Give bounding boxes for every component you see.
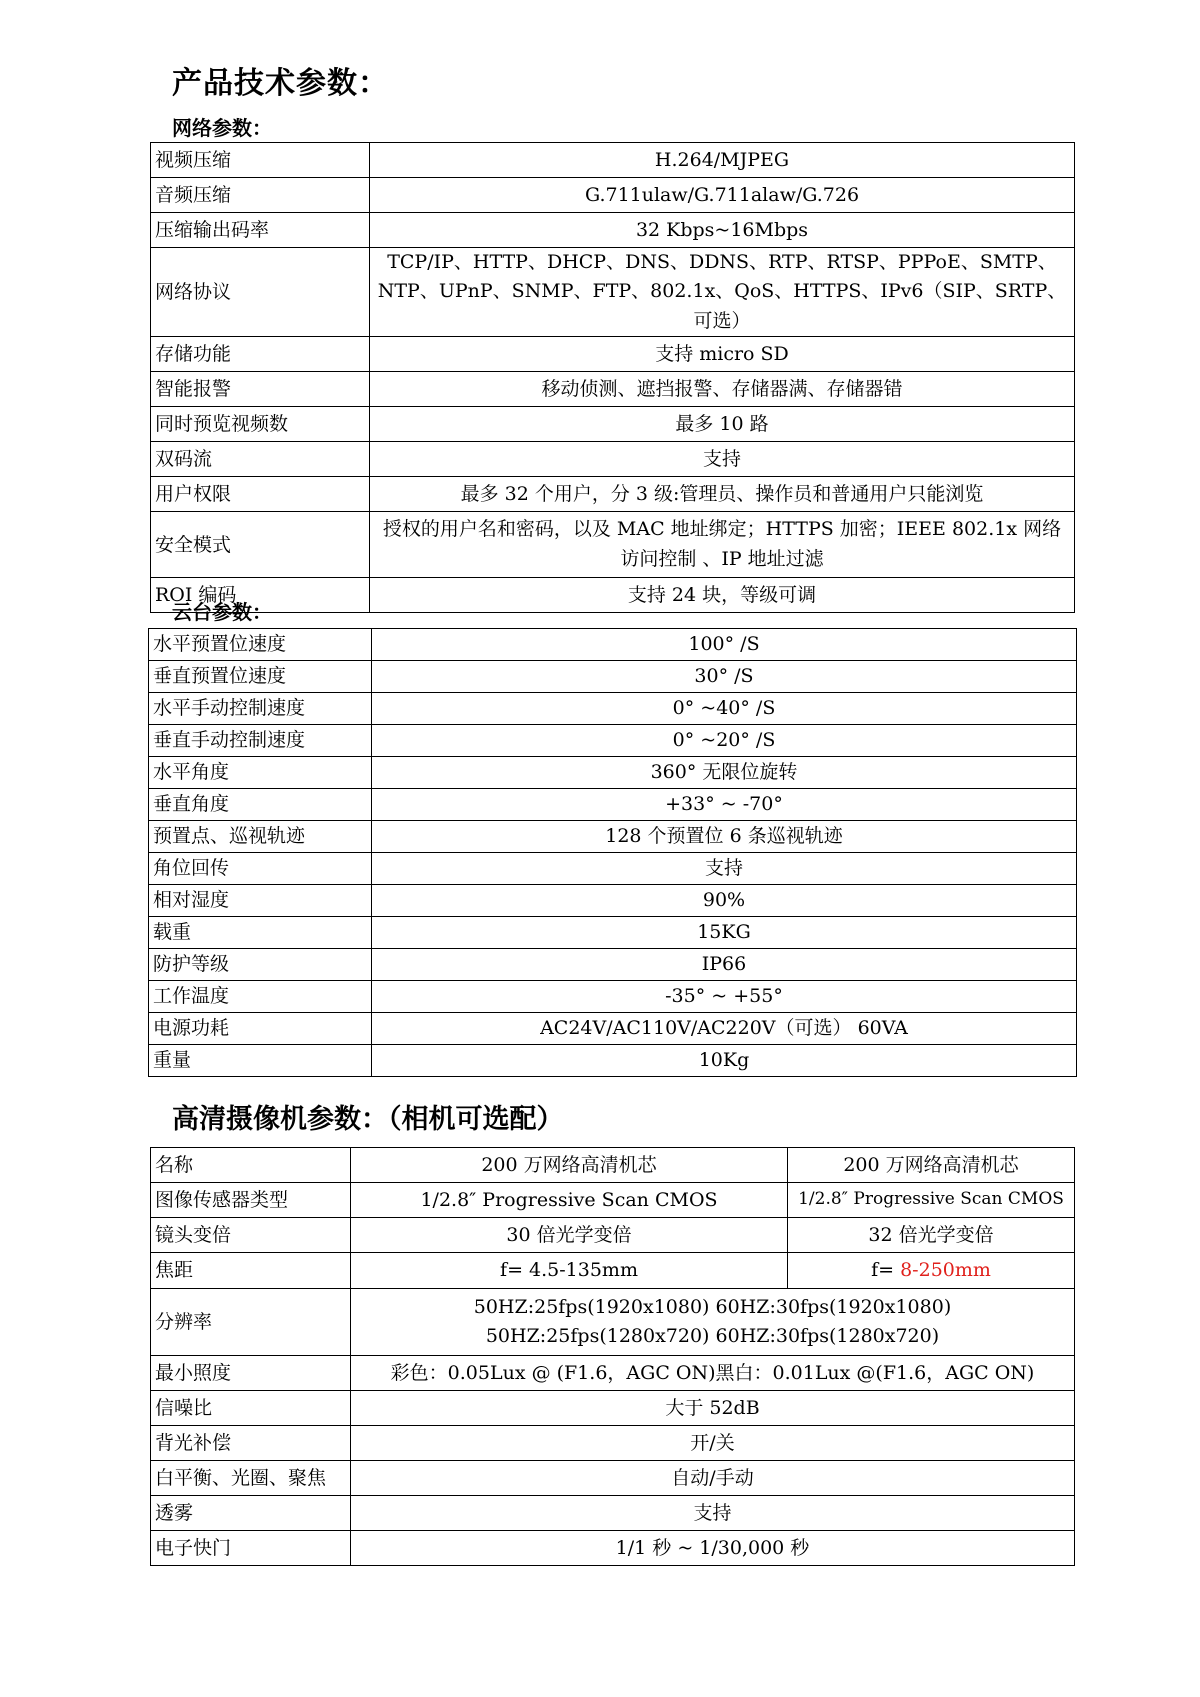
param-value: 1/1 秒 ~ 1/30,000 秒 bbox=[351, 1531, 1075, 1566]
table-row bbox=[151, 143, 1075, 178]
param-label: 焦距 bbox=[151, 1253, 351, 1289]
table-row bbox=[149, 821, 1077, 853]
param-value: 100° /S bbox=[372, 629, 1077, 661]
table-row bbox=[149, 629, 1077, 661]
camera-heading: 高清摄像机参数：（相机可选配） bbox=[172, 1104, 564, 1135]
param-value: 最多 32 个用户，分 3 级:管理员、操作员和普通用户只能浏览 bbox=[370, 477, 1075, 512]
table-row bbox=[151, 578, 1075, 613]
param-value: 支持 bbox=[372, 853, 1077, 885]
param-value: TCP/IP、HTTP、DHCP、DNS、DDNS、RTP、RTSP、PPPoE、SMTP、NTP、UPnP、SNMP、FTP、802.1x、QoS、HTTPS、IPv6（SIP、SRTP、可选） bbox=[370, 248, 1075, 337]
param-value: 支持 bbox=[351, 1496, 1075, 1531]
table-row bbox=[149, 853, 1077, 885]
param-value: 开/关 bbox=[351, 1426, 1075, 1461]
param-value: -35° ~ +55° bbox=[372, 981, 1077, 1013]
param-label: 安全模式 bbox=[151, 512, 370, 578]
table-row bbox=[149, 917, 1077, 949]
param-value: IP66 bbox=[372, 949, 1077, 981]
param-value-a: f= 4.5-135mm bbox=[351, 1253, 788, 1289]
table-row bbox=[151, 1148, 1075, 1183]
param-value-b: 200 万网络高清机芯 bbox=[788, 1148, 1075, 1183]
resolution-line: 50HZ:25fps(1280x720) 60HZ:30fps(1280x720) bbox=[485, 1325, 940, 1347]
param-label: 背光补偿 bbox=[151, 1426, 351, 1461]
table-row bbox=[149, 757, 1077, 789]
param-value: 10Kg bbox=[372, 1045, 1077, 1077]
param-value: 128 个预置位 6 条巡视轨迹 bbox=[372, 821, 1077, 853]
table-row bbox=[151, 1496, 1075, 1531]
param-value-a: 30 倍光学变倍 bbox=[351, 1218, 788, 1253]
param-label: 智能报警 bbox=[151, 372, 370, 407]
param-value: 自动/手动 bbox=[351, 1461, 1075, 1496]
table-row bbox=[151, 1183, 1075, 1218]
param-value: 支持 micro SD bbox=[370, 337, 1075, 372]
param-label: 水平角度 bbox=[149, 757, 372, 789]
param-value: 32 Kbps~16Mbps bbox=[370, 213, 1075, 248]
param-label: 白平衡、光圈、聚焦 bbox=[151, 1461, 351, 1496]
param-label: 网络协议 bbox=[151, 248, 370, 337]
table-row bbox=[149, 693, 1077, 725]
param-value: 最多 10 路 bbox=[370, 407, 1075, 442]
param-value: 授权的用户名和密码，以及 MAC 地址绑定；HTTPS 加密；IEEE 802.1x 网络访问控制 、IP 地址过滤 bbox=[370, 512, 1075, 578]
table-row bbox=[151, 1289, 1075, 1356]
param-label: 垂直角度 bbox=[149, 789, 372, 821]
table-row bbox=[151, 1391, 1075, 1426]
param-label: 角位回传 bbox=[149, 853, 372, 885]
param-label: ROI 编码 bbox=[151, 578, 370, 613]
param-label: 预置点、巡视轨迹 bbox=[149, 821, 372, 853]
table-row bbox=[149, 661, 1077, 693]
param-label: 垂直预置位速度 bbox=[149, 661, 372, 693]
table-row bbox=[151, 1461, 1075, 1496]
table-row bbox=[151, 178, 1075, 213]
param-label: 垂直手动控制速度 bbox=[149, 725, 372, 757]
table-row bbox=[149, 1013, 1077, 1045]
param-label: 音频压缩 bbox=[151, 178, 370, 213]
table-row bbox=[151, 1253, 1075, 1289]
param-value: 彩色：0.05Lux @ (F1.6，AGC ON)黑白：0.01Lux @(F1.6，AGC ON) bbox=[351, 1356, 1075, 1391]
table-row bbox=[151, 1356, 1075, 1391]
param-label: 存储功能 bbox=[151, 337, 370, 372]
table-row bbox=[151, 1426, 1075, 1461]
table-row bbox=[149, 789, 1077, 821]
param-label: 信噪比 bbox=[151, 1391, 351, 1426]
param-label: 电子快门 bbox=[151, 1531, 351, 1566]
param-label: 同时预览视频数 bbox=[151, 407, 370, 442]
param-label: 双码流 bbox=[151, 442, 370, 477]
ptz-params-table bbox=[148, 628, 1077, 1077]
param-label: 水平手动控制速度 bbox=[149, 693, 372, 725]
param-value: 0° ~40° /S bbox=[372, 693, 1077, 725]
param-value-a: 200 万网络高清机芯 bbox=[351, 1148, 788, 1183]
param-value: G.711ulaw/G.711alaw/G.726 bbox=[370, 178, 1075, 213]
page-title: 产品技术参数： bbox=[172, 66, 389, 101]
network-params-table bbox=[150, 142, 1075, 613]
table-row bbox=[151, 407, 1075, 442]
param-value: H.264/MJPEG bbox=[370, 143, 1075, 178]
param-label: 用户权限 bbox=[151, 477, 370, 512]
param-label: 防护等级 bbox=[149, 949, 372, 981]
camera-params-table bbox=[150, 1147, 1075, 1566]
table-row bbox=[151, 442, 1075, 477]
ptz-heading: 云台参数： bbox=[172, 600, 272, 624]
param-label: 名称 bbox=[151, 1148, 351, 1183]
param-value: AC24V/AC110V/AC220V（可选） 60VA bbox=[372, 1013, 1077, 1045]
param-value: 大于 52dB bbox=[351, 1391, 1075, 1426]
param-value bbox=[351, 1289, 1075, 1356]
table-row bbox=[151, 213, 1075, 248]
param-value: 30° /S bbox=[372, 661, 1077, 693]
param-value: 移动侦测、遮挡报警、存储器满、存储器错 bbox=[370, 372, 1075, 407]
table-row bbox=[149, 885, 1077, 917]
param-label: 重量 bbox=[149, 1045, 372, 1077]
param-label: 分辨率 bbox=[151, 1289, 351, 1356]
table-row bbox=[149, 1045, 1077, 1077]
table-row bbox=[151, 372, 1075, 407]
table-row bbox=[151, 477, 1075, 512]
focal-range-highlight: 8-250mm bbox=[900, 1259, 991, 1282]
param-value: 支持 24 块，等级可调 bbox=[370, 578, 1075, 613]
param-value-b: 32 倍光学变倍 bbox=[788, 1218, 1075, 1253]
table-row bbox=[149, 981, 1077, 1013]
table-row bbox=[151, 337, 1075, 372]
param-label: 压缩输出码率 bbox=[151, 213, 370, 248]
param-label: 水平预置位速度 bbox=[149, 629, 372, 661]
param-value: 15KG bbox=[372, 917, 1077, 949]
param-label: 相对湿度 bbox=[149, 885, 372, 917]
table-row bbox=[149, 949, 1077, 981]
table-row bbox=[151, 1218, 1075, 1253]
param-value: 360° 无限位旋转 bbox=[372, 757, 1077, 789]
param-label: 镜头变倍 bbox=[151, 1218, 351, 1253]
param-label: 视频压缩 bbox=[151, 143, 370, 178]
param-value-b: 1/2.8″ Progressive Scan CMOS bbox=[788, 1183, 1075, 1218]
param-label: 透雾 bbox=[151, 1496, 351, 1531]
table-row bbox=[151, 1531, 1075, 1566]
param-value: 90% bbox=[372, 885, 1077, 917]
param-value-b bbox=[788, 1253, 1075, 1289]
table-row bbox=[149, 725, 1077, 757]
param-label: 载重 bbox=[149, 917, 372, 949]
param-value: +33° ~ -70° bbox=[372, 789, 1077, 821]
param-label: 电源功耗 bbox=[149, 1013, 372, 1045]
param-label: 工作温度 bbox=[149, 981, 372, 1013]
resolution-line: 50HZ:25fps(1920x1080) 60HZ:30fps(1920x1080) bbox=[473, 1295, 952, 1318]
param-value: 支持 bbox=[370, 442, 1075, 477]
param-value-a: 1/2.8″ Progressive Scan CMOS bbox=[351, 1183, 788, 1218]
param-label: 最小照度 bbox=[151, 1356, 351, 1391]
param-value: 0° ~20° /S bbox=[372, 725, 1077, 757]
table-row bbox=[151, 248, 1075, 337]
focal-prefix: f= bbox=[871, 1259, 901, 1282]
table-row bbox=[151, 512, 1075, 578]
param-label: 图像传感器类型 bbox=[151, 1183, 351, 1218]
network-heading: 网络参数： bbox=[172, 116, 272, 140]
